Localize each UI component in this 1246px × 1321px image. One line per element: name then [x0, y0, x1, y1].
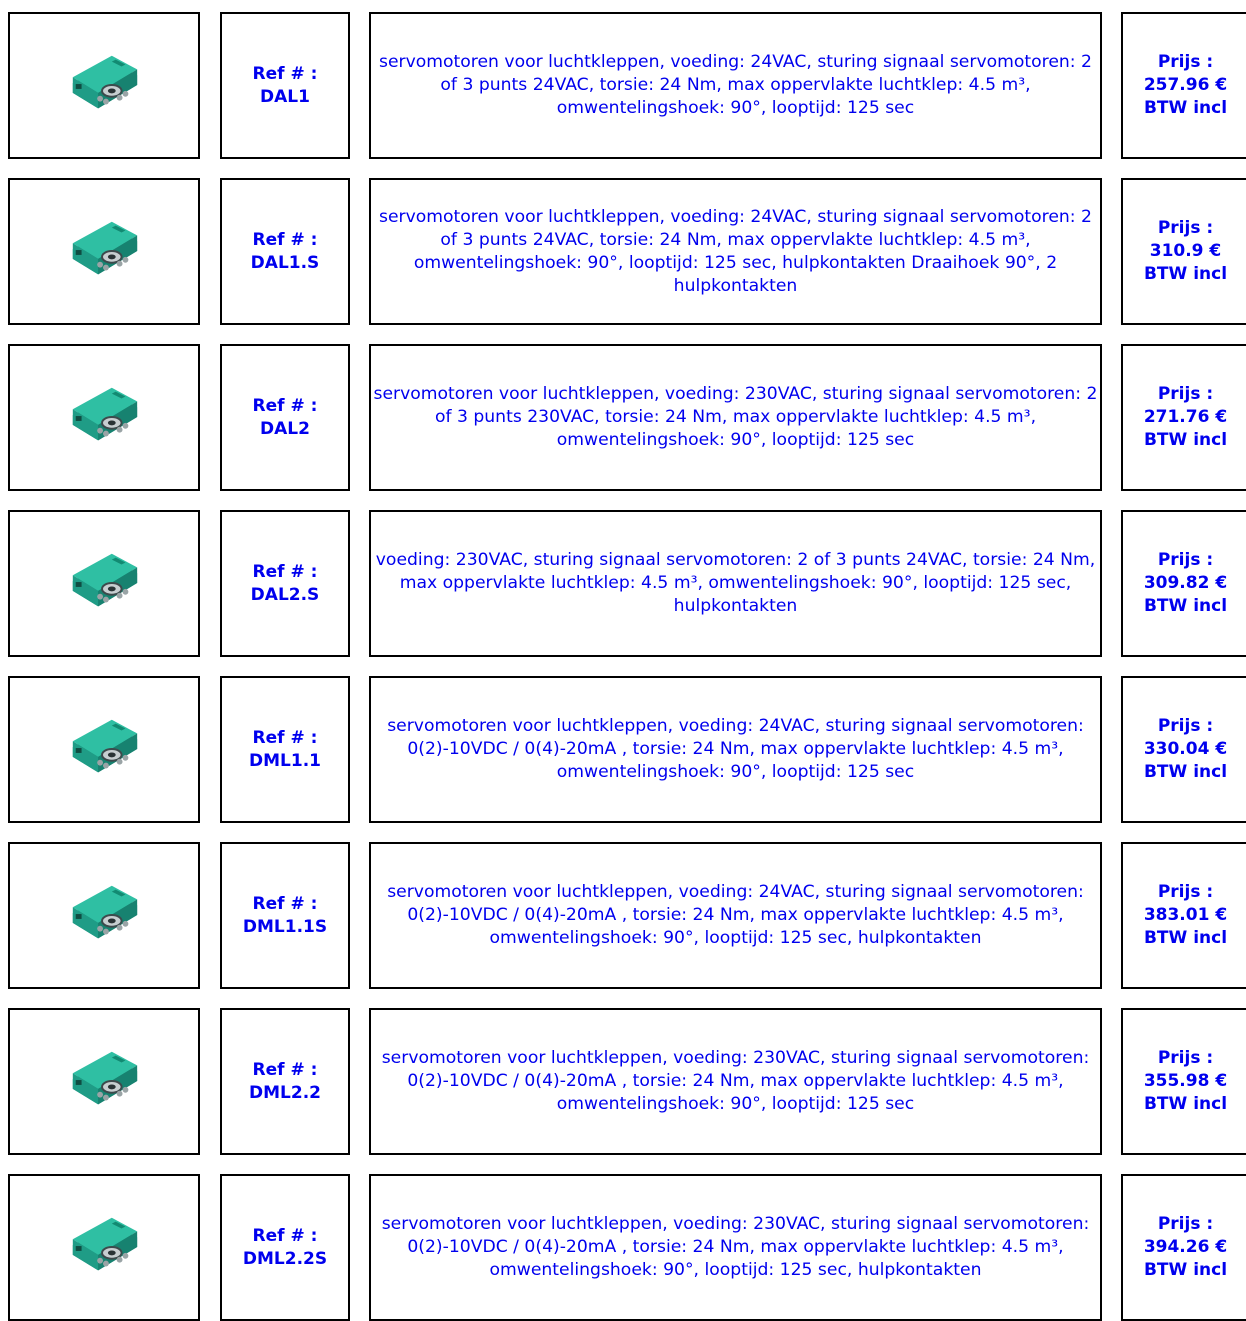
price-link[interactable] [1123, 14, 1246, 157]
servomotor-product-image[interactable] [65, 383, 143, 453]
description-cell[interactable] [369, 676, 1102, 823]
ref-link[interactable] [253, 63, 318, 109]
product-image-cell[interactable] [8, 344, 200, 491]
price-cell[interactable] [1121, 1008, 1246, 1155]
price-cell[interactable] [1121, 676, 1246, 823]
product-row [0, 1008, 1246, 1155]
price-cell[interactable] [1121, 178, 1246, 325]
description-cell[interactable] [369, 842, 1102, 989]
price-link[interactable] [1123, 512, 1246, 655]
servomotor-product-image[interactable] [65, 217, 143, 287]
ref-cell[interactable] [220, 1008, 350, 1155]
ref-link[interactable] [243, 893, 327, 939]
ref-cell[interactable] [220, 510, 350, 657]
ref-cell[interactable] [220, 842, 350, 989]
ref-label[interactable]: Ref # : [252, 893, 318, 914]
ref-label[interactable]: Ref # : [252, 229, 318, 250]
price-vat-label[interactable]: BTW incl [1143, 1094, 1228, 1114]
price-label[interactable]: Prijs : [1157, 384, 1214, 404]
price-label[interactable]: Prijs : [1157, 52, 1214, 72]
ref-code[interactable]: DAL2.S [250, 584, 320, 605]
ref-label[interactable]: Ref # : [252, 395, 318, 416]
servomotor-product-image[interactable] [65, 715, 143, 785]
description-cell[interactable] [369, 1174, 1102, 1321]
ref-cell[interactable] [220, 1174, 350, 1321]
price-link[interactable] [1123, 1010, 1246, 1153]
product-description[interactable]: voeding: 230VAC, sturing signaal servomotoren: 2 of 3 punts 24VAC, torsie: 24 Nm, max oppervlakte luchtklep: 4.5 m³, omwentelingshoek: 90°, looptijd: 125 sec, hulpkontakten [375, 550, 1096, 616]
product-image-cell[interactable] [8, 1174, 200, 1321]
price-link[interactable] [1123, 1176, 1246, 1319]
price-vat-label[interactable]: BTW incl [1143, 596, 1228, 616]
product-row [0, 344, 1246, 491]
description-cell[interactable] [369, 12, 1102, 159]
product-description[interactable]: servomotoren voor luchtkleppen, voeding: 24VAC, sturing signaal servomotoren: 2 of 3 punts 24VAC, torsie: 24 Nm, max oppervlakte luchtklep: 4.5 m³, omwentelingshoek: 90°, looptijd: 125 sec [378, 52, 1092, 118]
description-cell[interactable] [369, 1008, 1102, 1155]
description-cell[interactable] [369, 510, 1102, 657]
servomotor-product-image[interactable] [65, 1047, 143, 1117]
price-label[interactable]: Prijs : [1157, 716, 1214, 736]
product-image-cell[interactable] [8, 676, 200, 823]
price-link[interactable] [1123, 678, 1246, 821]
product-image-cell[interactable] [8, 842, 200, 989]
ref-cell[interactable] [220, 676, 350, 823]
price-label[interactable]: Prijs : [1157, 1214, 1214, 1234]
price-vat-label[interactable]: BTW incl [1143, 928, 1228, 948]
ref-code[interactable]: DAL2 [260, 418, 310, 439]
price-value[interactable]: 383.01 € [1143, 905, 1228, 925]
price-cell[interactable] [1121, 510, 1246, 657]
price-value[interactable]: 394.26 € [1143, 1237, 1228, 1257]
price-label[interactable]: Prijs : [1157, 882, 1214, 902]
price-vat-label[interactable]: BTW incl [1143, 98, 1228, 118]
price-vat-label[interactable]: BTW incl [1143, 1260, 1228, 1280]
product-description[interactable]: servomotoren voor luchtkleppen, voeding: 24VAC, sturing signaal servomotoren: 0(2)-10VDC / 0(4)-20mA , torsie: 24 Nm, max oppervlakte luchtklep: 4.5 m³, omwentelingshoek: 90°, looptijd: 125 sec [387, 716, 1084, 782]
price-value[interactable]: 271.76 € [1143, 407, 1228, 427]
ref-code[interactable]: DML1.1 [249, 750, 321, 771]
product-row [0, 12, 1246, 159]
servomotor-product-image[interactable] [65, 1213, 143, 1283]
price-vat-label[interactable]: BTW incl [1143, 762, 1228, 782]
servomotor-product-image[interactable] [65, 549, 143, 619]
price-value[interactable]: 330.04 € [1143, 739, 1228, 759]
product-row [0, 1174, 1246, 1321]
product-description[interactable]: servomotoren voor luchtkleppen, voeding: 24VAC, sturing signaal servomotoren: 0(2)-10VDC / 0(4)-20mA , torsie: 24 Nm, max oppervlakte luchtklep: 4.5 m³, omwentelingshoek: 90°, looptijd: 125 sec, hulpkontakten [387, 882, 1084, 948]
price-link[interactable] [1123, 346, 1246, 489]
price-label[interactable]: Prijs : [1157, 1048, 1214, 1068]
product-row [0, 676, 1246, 823]
ref-link[interactable] [243, 1225, 327, 1271]
product-row [0, 842, 1246, 989]
servomotor-product-image[interactable] [65, 881, 143, 951]
price-cell[interactable] [1121, 842, 1246, 989]
price-value[interactable]: 310.9 € [1149, 241, 1222, 261]
ref-code[interactable]: DML1.1S [242, 916, 328, 937]
ref-label[interactable]: Ref # : [252, 727, 318, 748]
ref-cell[interactable] [220, 12, 350, 159]
ref-link[interactable] [253, 395, 318, 441]
price-value[interactable]: 355.98 € [1143, 1071, 1228, 1091]
ref-code[interactable]: DAL1.S [250, 252, 320, 273]
price-value[interactable]: 309.82 € [1143, 573, 1228, 593]
price-cell[interactable] [1121, 1174, 1246, 1321]
ref-link[interactable] [249, 727, 321, 773]
product-row [0, 510, 1246, 657]
description-cell[interactable] [369, 178, 1102, 325]
description-cell[interactable] [369, 344, 1102, 491]
ref-label[interactable]: Ref # : [252, 1059, 318, 1080]
ref-code[interactable]: DAL1 [260, 86, 310, 107]
product-image-cell[interactable] [8, 510, 200, 657]
ref-link[interactable] [249, 1059, 321, 1105]
product-description[interactable]: servomotoren voor luchtkleppen, voeding: 24VAC, sturing signaal servomotoren: 2 of 3 punts 24VAC, torsie: 24 Nm, max oppervlakte luchtklep: 4.5 m³, omwentelingshoek: 90°, looptijd: 125 sec, hulpkontakten Draaihoek 90°, 2 hulpkontakten [378, 206, 1092, 296]
ref-label[interactable]: Ref # : [252, 63, 318, 84]
ref-code[interactable]: DML2.2S [242, 1248, 328, 1269]
product-image-cell[interactable] [8, 12, 200, 159]
product-image-cell[interactable] [8, 178, 200, 325]
price-link[interactable] [1123, 180, 1246, 323]
ref-cell[interactable] [220, 178, 350, 325]
product-description[interactable]: servomotoren voor luchtkleppen, voeding: 230VAC, sturing signaal servomotoren: 0(2)-10VDC / 0(4)-20mA , torsie: 24 Nm, max oppervlakte luchtklep: 4.5 m³, omwentelingshoek: 90°, looptijd: 125 sec [381, 1048, 1090, 1114]
price-vat-label[interactable]: BTW incl [1143, 264, 1228, 284]
price-cell[interactable] [1121, 12, 1246, 159]
ref-link[interactable] [251, 561, 320, 607]
product-image-cell[interactable] [8, 1008, 200, 1155]
product-row [0, 178, 1246, 325]
ref-label[interactable]: Ref # : [252, 561, 318, 582]
price-link[interactable] [1123, 844, 1246, 987]
servomotor-product-image[interactable] [65, 51, 143, 121]
ref-link[interactable] [251, 229, 320, 275]
price-cell[interactable] [1121, 344, 1246, 491]
ref-cell[interactable] [220, 344, 350, 491]
ref-code[interactable]: DML2.2 [249, 1082, 321, 1103]
ref-label[interactable]: Ref # : [252, 1225, 318, 1246]
product-description[interactable]: servomotoren voor luchtkleppen, voeding: 230VAC, sturing signaal servomotoren: 0(2)-10VDC / 0(4)-20mA , torsie: 24 Nm, max oppervlakte luchtklep: 4.5 m³, omwentelingshoek: 90°, looptijd: 125 sec, hulpkontakten [381, 1214, 1090, 1280]
price-label[interactable]: Prijs : [1157, 550, 1214, 570]
product-description[interactable]: servomotoren voor luchtkleppen, voeding: 230VAC, sturing signaal servomotoren: 2 of 3 punts 230VAC, torsie: 24 Nm, max oppervlakte luchtklep: 4.5 m³, omwentelingshoek: 90°, looptijd: 125 sec [373, 384, 1098, 450]
price-label[interactable]: Prijs : [1157, 218, 1214, 238]
price-value[interactable]: 257.96 € [1143, 75, 1228, 95]
price-vat-label[interactable]: BTW incl [1143, 430, 1228, 450]
